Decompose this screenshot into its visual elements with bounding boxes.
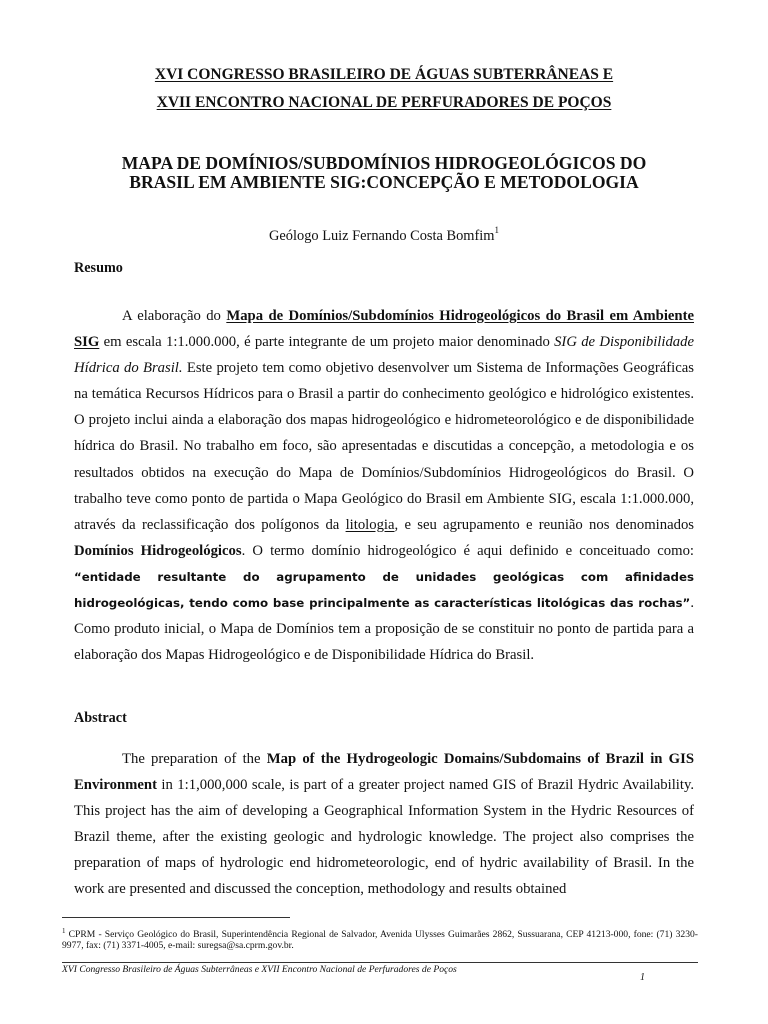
footer-divider (62, 962, 698, 963)
author-name: Geólogo Luiz Fernando Costa Bomfim (269, 227, 495, 244)
footnote (62, 926, 698, 952)
paper-title-line2: BRASIL EM AMBIENTE SIG:CONCEPÇÃO E METODOLOGIA (129, 172, 639, 192)
resumo-map-name: Mapa de Domínios/Subdomínios Hidrogeológicos do Brasil em Ambiente SIG (74, 308, 694, 351)
conference-title-line1: XVI CONGRESSO BRASILEIRO DE ÁGUAS SUBTERRÂNEAS E (154, 66, 614, 83)
resumo-heading: Resumo (74, 260, 123, 276)
abstract-paragraph: The preparation of the Map of the Hydrogeologic Domains/Subdomains of Brazil in GIS Environment in 1:1,000,000 scale, is part of a greater project named GIS of Brazil Hydric Availability. This project has the aim of developing a Geographical Information System in the Hydric Resources of Brazil theme, after the existing geologic and hydrologic knowledge. The project also comprises the preparation of maps of hydrologic end hidrometeorologic, end of hydric availability of Brasil. In the work are presented and discussed the conception, methodology and results obtained (74, 751, 694, 898)
paper-title (0, 154, 768, 192)
conference-title-line2: XVII ENCONTRO NACIONAL DE PERFURADORES DE POÇOS (156, 94, 612, 111)
running-footer: XVI Congresso Brasileiro de Águas Subterrâneas e XVII Encontro Nacional de Perfuradores de Poços (62, 964, 457, 975)
abstract-map-name: Map of the Hydrogeologic Domains/Subdomains of Brazil in GIS Environment (74, 751, 694, 794)
abstract-heading: Abstract (74, 710, 127, 726)
resumo-paragraph: A elaboração do Mapa de Domínios/Subdomínios Hidrogeológicos do Brasil em Ambiente SIG em escala 1:1.000.000, é parte integrante de um projeto maior denominado SIG de Disponibilidade Hídrica do Brasil. Este projeto tem como objetivo desenvolver um Sistema de Informações Geográficas na temática Recursos Hídricos para o Brasil a partir do conhecimento geológico e hidrológico existentes. O projeto inclui ainda a elaboração dos mapas hidrogeológico e hidrometeorológico e de disponibilidade hídrica do Brasil. No trabalho em foco, são apresentadas e discutidas a concepção, a metodologia e os resultados obtidos na execução do Mapa de Domínios/Subdomínios Hidrogeológicos do Brasil. O trabalho teve como ponto de partida o Mapa Geológico do Brasil em Ambiente SIG, escala 1:1.000.000, através da reclassificação dos polígonos da litologia, e seu agrupamento e reunião nos denominados Domínios Hidrogeológicos. O termo domínio hidrogeológico é aqui definido e conceituado como: “entidade resultante do agrupamento de unidades geológicas com afinidades hidrogeológicas, tendo como base principalmente as características litológicas das rochas”. Como produto inicial, o Mapa de Domínios tem a proposição de se constituir no ponto de partida para a elaboração dos Mapas Hidrogeológico e de Disponibilidade Hídrica do Brasil. (74, 308, 695, 664)
author-line (0, 226, 768, 245)
resumo-project-name: SIG de Disponibilidade Hídrica do Brasil. (74, 334, 695, 377)
resumo-definition: “entidade resultante do agrupamento de unidades geológicas com afinidades hidrogeológicas, tendo como base principalmente as características litológicas das rochas” (74, 569, 694, 611)
footnote-divider (62, 917, 290, 918)
paper-title-line1: MAPA DE DOMÍNIOS/SUBDOMÍNIOS HIDROGEOLÓGICOS DO (121, 153, 647, 173)
footnote-text: CPRM - Serviço Geológico do Brasil, Superintendência Regional de Salvador, Avenida Ulysses Guimarães 2862, Sussuarana, CEP 41213-000, fone: (71) 3230-9977, fax: (71) 3371-4005, e-mail: suregsa@sa.cprm.gov.br. (62, 929, 698, 952)
footnote-mark: 1 (62, 927, 66, 935)
author-footnote-mark: 1 (494, 225, 499, 235)
resumo-dominios-term: Domínios Hidrogeológicos (74, 542, 242, 559)
resumo-litologia-link: litologia (345, 516, 395, 533)
page-number: 1 (640, 972, 645, 983)
